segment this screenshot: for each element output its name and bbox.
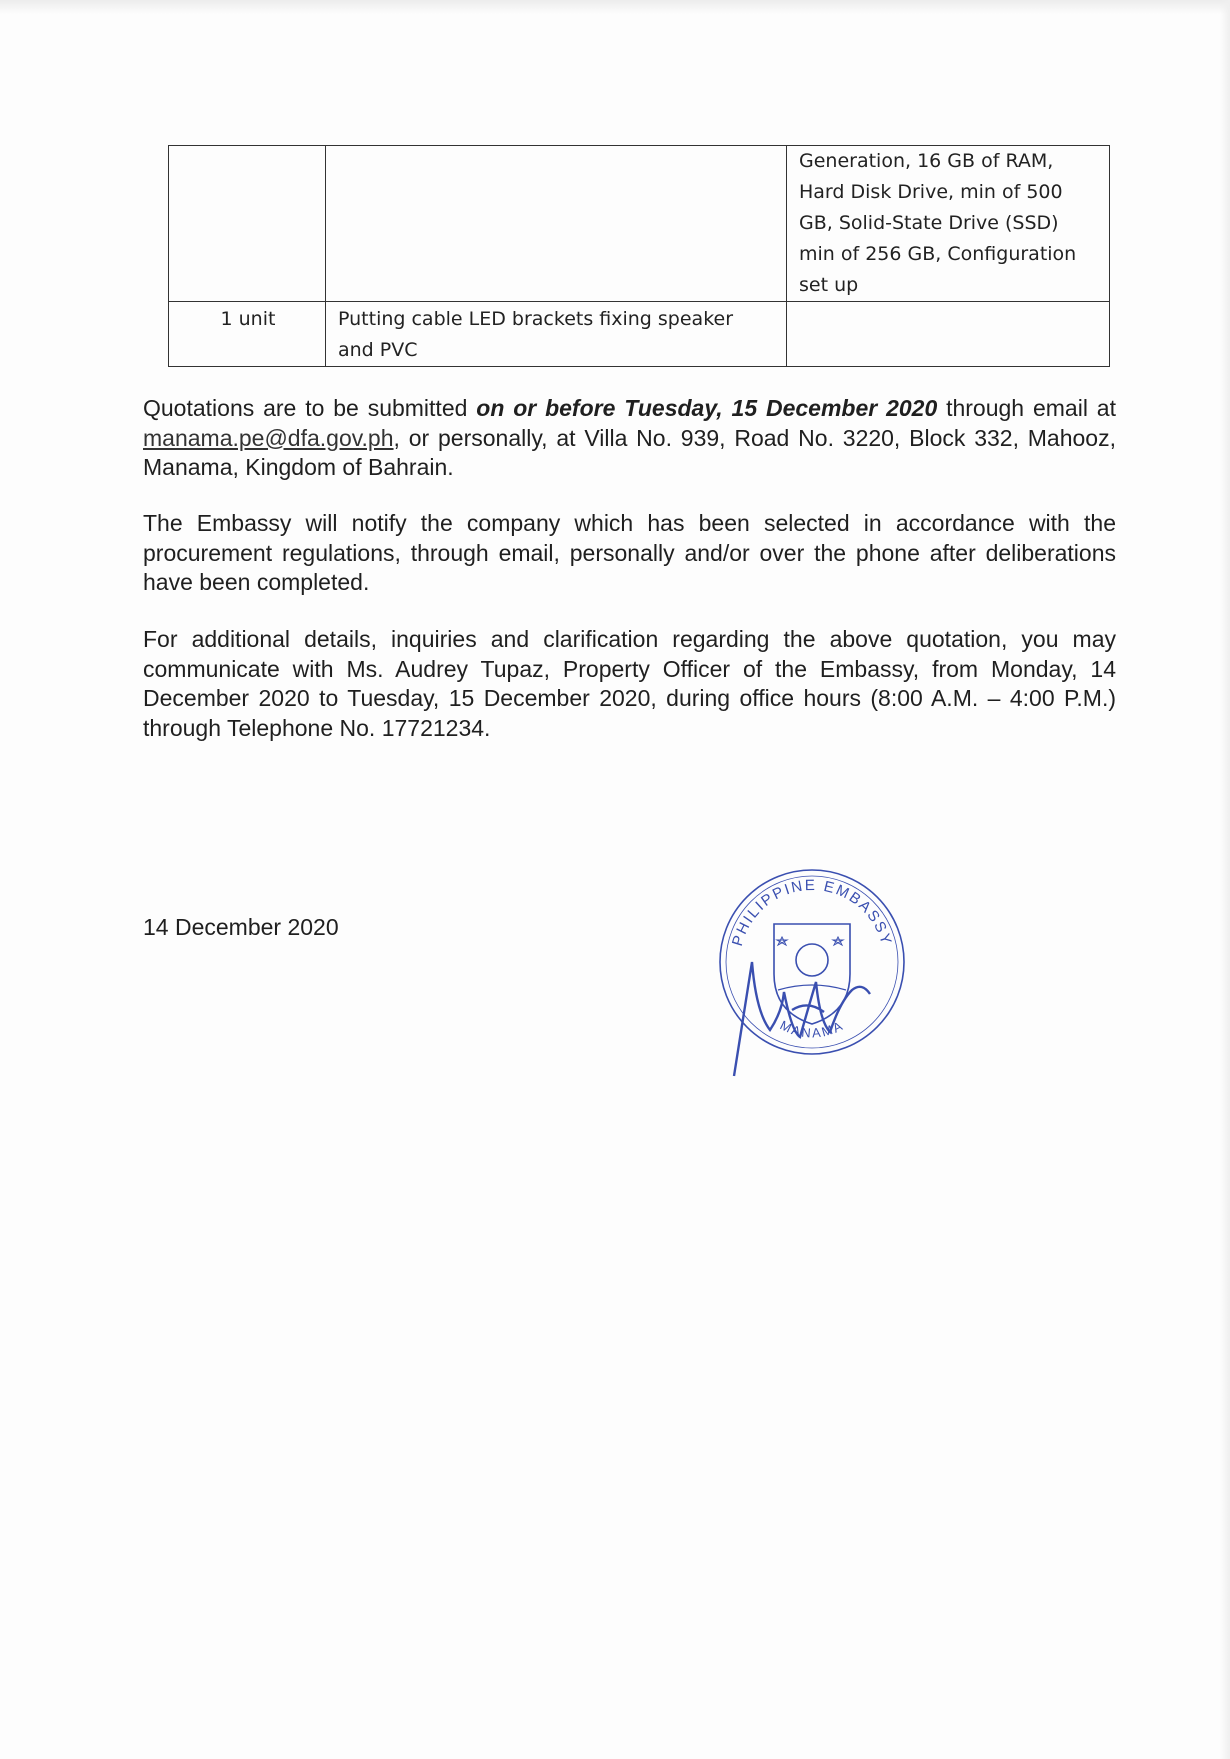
seal-bottom-label: MANAMA [777, 1017, 847, 1041]
submission-text: Quotations are to be submitted [143, 395, 477, 421]
submission-paragraph [143, 394, 1116, 483]
spec-line: Generation, 16 GB of RAM, [799, 150, 1054, 172]
spec-cell [787, 302, 1110, 367]
seal-scroll [778, 985, 846, 990]
qty-cell [169, 146, 326, 302]
seal-sun [796, 944, 828, 976]
quotation-table [168, 145, 1110, 367]
item-line: and PVC [338, 339, 418, 361]
contact-paragraph: For additional details, inquiries and clarification regarding the above quotation, you may communicate with Ms. Audrey Tupaz, Property Officer of the Embassy, from Monday, 14 December 2020 to Tuesday, 15 December 2020, during office hours (8:00 A.M. – 4:00 P.M.) through Telephone No. 17721234. [143, 626, 1116, 741]
spec-line: Hard Disk Drive, min of 500 [799, 181, 1063, 203]
seal-top-label: PHILIPPINE EMBASSY [728, 876, 896, 949]
item-line: Putting cable LED brackets fixing speaker [338, 308, 734, 330]
item-cell [326, 302, 787, 367]
notification-paragraph: The Embassy will notify the company which has been selected in accordance with the procurement regulations, through email, personally and/or over the phone after deliberations have been completed. [143, 510, 1116, 595]
address-text: , or personally, at Villa No. 939, Road No. 3220, Block 332, Mahooz, Manama, Kingdom of Bahrain. [143, 424, 1116, 480]
deadline-text: on or before Tuesday, 15 December 2020 [476, 395, 938, 421]
table-row [169, 302, 1110, 367]
email-link[interactable]: manama.pe@dfa.gov.ph [143, 424, 394, 451]
qty-cell: 1 unit [169, 302, 326, 367]
table-row [169, 146, 1110, 302]
scan-shadow-right [1220, 0, 1230, 1759]
scan-shadow-top [0, 0, 1230, 14]
embassy-seal-with-signature [712, 862, 912, 1082]
spec-line: GB, Solid-State Drive (SSD) [799, 212, 1059, 234]
spec-cell [787, 146, 1110, 302]
spec-line: set up [799, 274, 859, 296]
document-date: 14 December 2020 [143, 914, 339, 940]
spec-line: min of 256 GB, Configuration [799, 243, 1077, 265]
item-cell [326, 146, 787, 302]
submission-text: through email at [937, 395, 1116, 421]
